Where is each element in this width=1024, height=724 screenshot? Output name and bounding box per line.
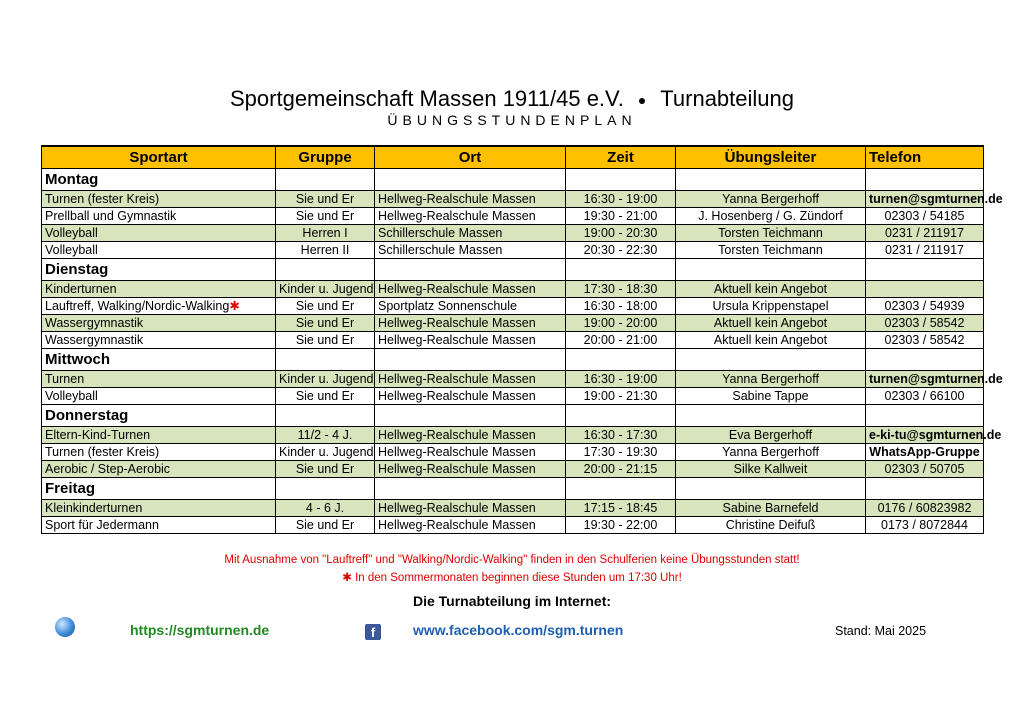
cell-gruppe	[276, 461, 375, 478]
cell-leiter	[676, 517, 866, 534]
sportart-text: Prellball und Gymnastik	[45, 209, 177, 223]
telefon-text: 02303 / 66100	[884, 389, 965, 403]
cell-gruppe	[276, 225, 375, 242]
cell-zeit	[566, 242, 676, 259]
table-row	[42, 242, 984, 259]
gruppe-text: 11/2 - 4 J.	[297, 428, 353, 442]
cell-leiter	[676, 298, 866, 315]
cell-sportart	[42, 281, 276, 298]
department-name: Turnabteilung	[660, 86, 794, 111]
cell-leiter	[676, 225, 866, 242]
ort-text: Hellweg-Realschule Massen	[378, 316, 536, 330]
sportart-text: Wassergymnastik	[45, 333, 144, 347]
page-subtitle: ÜBUNGSSTUNDENPLAN	[387, 112, 637, 128]
day-label: Donnerstag	[42, 405, 276, 427]
zeit-text: 16:30 - 19:00	[583, 372, 658, 386]
asterisk-icon: ✱	[229, 299, 240, 313]
day-empty-cell	[676, 349, 866, 371]
cell-ort	[375, 371, 566, 388]
day-empty-cell	[276, 478, 375, 500]
cell-zeit	[566, 371, 676, 388]
gruppe-text: Herren II	[300, 243, 350, 257]
cell-leiter	[676, 242, 866, 259]
page-title	[0, 86, 1024, 112]
gruppe-text: Kinder u. Jugend	[279, 445, 374, 459]
ort-text: Hellweg-Realschule Massen	[378, 333, 536, 347]
day-empty-cell	[566, 478, 676, 500]
cell-ort	[375, 225, 566, 242]
day-empty-cell	[676, 169, 866, 191]
gruppe-text: Kinder u. Jugend	[279, 282, 374, 296]
col-gruppe: Gruppe	[276, 146, 375, 169]
stand-date: Stand: Mai 2025	[835, 624, 927, 638]
cell-leiter	[676, 461, 866, 478]
leiter-text: Eva Bergerhoff	[728, 428, 813, 442]
cell-leiter	[676, 388, 866, 405]
cell-sportart	[42, 500, 276, 517]
cell-leiter	[676, 281, 866, 298]
ort-text: Hellweg-Realschule Massen	[378, 192, 536, 206]
day-row-montag	[42, 169, 984, 191]
day-row-donnerstag	[42, 405, 984, 427]
sportart-text: Volleyball	[45, 389, 98, 403]
cell-ort	[375, 461, 566, 478]
cell-ort	[375, 388, 566, 405]
leiter-text: Torsten Teichmann	[718, 243, 823, 257]
cell-ort	[375, 242, 566, 259]
telefon-text: 0173 / 8072844	[881, 518, 968, 532]
cell-gruppe	[276, 371, 375, 388]
col-zeit: Zeit	[566, 146, 676, 169]
sportart-text: Eltern-Kind-Turnen	[45, 428, 151, 442]
cell-telefon	[866, 281, 984, 298]
internet-heading: Die Turnabteilung im Internet:	[412, 593, 612, 609]
cell-ort	[375, 315, 566, 332]
zeit-text: 17:15 - 18:45	[583, 501, 658, 515]
zeit-text: 19:00 - 20:00	[583, 316, 658, 330]
sportart-text: Kleinkinderturnen	[45, 501, 143, 515]
cell-zeit	[566, 191, 676, 208]
day-empty-cell	[676, 259, 866, 281]
leiter-text: Yanna Bergerhoff	[722, 192, 819, 206]
day-empty-cell	[676, 478, 866, 500]
gruppe-text: Sie und Er	[295, 389, 355, 403]
cell-gruppe	[276, 315, 375, 332]
telefon-text: 02303 / 54939	[884, 299, 965, 313]
gruppe-text: Sie und Er	[295, 333, 355, 347]
cell-sportart	[42, 298, 276, 315]
cell-gruppe	[276, 332, 375, 349]
ort-text: Hellweg-Realschule Massen	[378, 372, 536, 386]
cell-leiter	[676, 427, 866, 444]
gruppe-text: Sie und Er	[295, 299, 355, 313]
cell-sportart	[42, 242, 276, 259]
cell-leiter	[676, 371, 866, 388]
day-row-freitag	[42, 478, 984, 500]
cell-telefon	[866, 191, 1003, 208]
cell-gruppe	[276, 298, 375, 315]
table-row	[42, 371, 984, 388]
cell-zeit	[566, 298, 676, 315]
sportart-text: Kinderturnen	[45, 282, 117, 296]
ort-text: Hellweg-Realschule Massen	[378, 389, 536, 403]
sportart-text: Volleyball	[45, 243, 98, 257]
day-label: Freitag	[42, 478, 276, 500]
gruppe-text: Sie und Er	[295, 462, 355, 476]
telefon-text: 0176 / 60823982	[877, 501, 972, 515]
leiter-text: Ursula Krippenstapel	[712, 299, 829, 313]
cell-leiter	[676, 500, 866, 517]
day-label: Mittwoch	[42, 349, 276, 371]
table-row	[42, 298, 984, 315]
day-row-dienstag	[42, 259, 984, 281]
table-row	[42, 461, 984, 478]
day-empty-cell	[375, 478, 566, 500]
cell-ort	[375, 332, 566, 349]
table-row	[42, 500, 984, 517]
ort-text: Hellweg-Realschule Massen	[378, 445, 536, 459]
cell-telefon	[866, 388, 984, 405]
cell-telefon	[866, 500, 984, 517]
day-empty-cell	[566, 169, 676, 191]
facebook-icon: f	[365, 624, 381, 640]
table-row	[42, 332, 984, 349]
cell-ort	[375, 517, 566, 534]
cell-zeit	[566, 315, 676, 332]
cell-sportart	[42, 225, 276, 242]
day-label: Montag	[42, 169, 276, 191]
cell-zeit	[566, 388, 676, 405]
day-empty-cell	[375, 405, 566, 427]
cell-telefon	[866, 461, 984, 478]
cell-telefon	[866, 315, 984, 332]
sportart-text: Aerobic / Step-Aerobic	[45, 462, 171, 476]
cell-gruppe	[276, 500, 375, 517]
cell-zeit	[566, 208, 676, 225]
cell-telefon	[866, 444, 984, 461]
zeit-text: 16:30 - 19:00	[583, 192, 658, 206]
gruppe-text: Sie und Er	[295, 316, 355, 330]
cell-sportart	[42, 461, 276, 478]
cell-zeit	[566, 225, 676, 242]
telefon-text: e-ki-tu@sgmturnen.de	[869, 428, 1002, 442]
day-empty-cell	[866, 259, 984, 281]
day-empty-cell	[375, 259, 566, 281]
schedule-body	[42, 169, 1003, 534]
leiter-text: J. Hosenberg / G. Zündorf	[698, 209, 843, 223]
cell-sportart	[42, 208, 276, 225]
telefon-text: 0231 / 211917	[884, 226, 964, 240]
table-row	[42, 208, 984, 225]
zeit-text: 19:00 - 20:30	[583, 226, 658, 240]
cell-ort	[375, 191, 566, 208]
cell-telefon	[866, 225, 984, 242]
sportart-text: Volleyball	[45, 226, 98, 240]
cell-leiter	[676, 315, 866, 332]
cell-gruppe	[276, 191, 375, 208]
day-empty-cell	[866, 349, 984, 371]
day-empty-cell	[676, 405, 866, 427]
holiday-note: Mit Ausnahme von "Lauftreff" und "Walking/Nordic-Walking" finden in den Schulferien keine Übungsstunden statt!	[224, 554, 800, 566]
website-link[interactable]: https://sgmturnen.de	[130, 622, 270, 638]
zeit-text: 19:00 - 21:30	[583, 389, 658, 403]
leiter-text: Silke Kallweit	[733, 462, 808, 476]
day-empty-cell	[375, 169, 566, 191]
table-row	[42, 388, 984, 405]
cell-zeit	[566, 500, 676, 517]
summer-note	[0, 570, 1024, 584]
day-label: Dienstag	[42, 259, 276, 281]
cell-gruppe	[276, 517, 375, 534]
day-empty-cell	[866, 169, 984, 191]
zeit-text: 17:30 - 19:30	[583, 445, 658, 459]
cell-gruppe	[276, 427, 375, 444]
zeit-text: 16:30 - 18:00	[583, 299, 658, 313]
leiter-text: Yanna Bergerhoff	[722, 372, 819, 386]
cell-telefon	[866, 332, 984, 349]
col-ort: Ort	[375, 146, 566, 169]
facebook-link[interactable]: www.facebook.com/sgm.turnen	[413, 622, 624, 638]
table-row	[42, 427, 984, 444]
cell-leiter	[676, 444, 866, 461]
sportart-text: Lauftreff, Walking/Nordic-Walking	[45, 299, 230, 313]
cell-sportart	[42, 444, 276, 461]
day-empty-cell	[566, 349, 676, 371]
day-empty-cell	[566, 405, 676, 427]
cell-gruppe	[276, 281, 375, 298]
table-row	[42, 517, 984, 534]
cell-leiter	[676, 208, 866, 225]
telefon-text: WhatsApp-Gruppe	[869, 445, 980, 459]
cell-sportart	[42, 371, 276, 388]
leiter-text: Aktuell kein Angebot	[713, 282, 828, 296]
leiter-text: Aktuell kein Angebot	[713, 316, 828, 330]
zeit-text: 17:30 - 18:30	[583, 282, 658, 296]
gruppe-text: Herren I	[302, 226, 348, 240]
gruppe-text: Sie und Er	[295, 209, 355, 223]
table-row	[42, 191, 984, 208]
telefon-text: 02303 / 58542	[884, 333, 965, 347]
col-uebungsleiter: Übungsleiter	[676, 146, 866, 169]
zeit-text: 20:00 - 21:15	[583, 462, 658, 476]
cell-zeit	[566, 461, 676, 478]
cell-telefon	[866, 298, 984, 315]
telefon-text: 02303 / 58542	[884, 316, 965, 330]
cell-sportart	[42, 517, 276, 534]
day-row-mittwoch	[42, 349, 984, 371]
gruppe-text: Sie und Er	[295, 192, 355, 206]
cell-sportart	[42, 332, 276, 349]
telefon-text: 02303 / 50705	[884, 462, 965, 476]
gruppe-text: Sie und Er	[295, 518, 355, 532]
ort-text: Sportplatz Sonnenschule	[378, 299, 517, 313]
table-row	[42, 315, 984, 332]
telefon-text: 02303 / 54185	[884, 209, 965, 223]
cell-gruppe	[276, 444, 375, 461]
zeit-text: 19:30 - 22:00	[583, 518, 658, 532]
cell-zeit	[566, 517, 676, 534]
day-empty-cell	[866, 405, 984, 427]
telefon-text: turnen@sgmturnen.de	[869, 192, 1003, 206]
leiter-text: Yanna Bergerhoff	[722, 445, 819, 459]
cell-ort	[375, 298, 566, 315]
cell-zeit	[566, 281, 676, 298]
leiter-text: Sabine Barnefeld	[722, 501, 819, 515]
ort-text: Schillerschule Massen	[378, 243, 503, 257]
cell-sportart	[42, 315, 276, 332]
zeit-text: 20:30 - 22:30	[583, 243, 658, 257]
cell-telefon	[866, 427, 1002, 444]
gruppe-text: Kinder u. Jugend	[279, 372, 374, 386]
sportart-text: Sport für Jedermann	[45, 518, 159, 532]
globe-icon	[55, 617, 75, 637]
leiter-text: Sabine Tappe	[732, 389, 809, 403]
note-star: ✱	[342, 572, 352, 584]
cell-telefon	[866, 517, 984, 534]
col-sportart: Sportart	[42, 146, 276, 169]
schedule-table	[41, 145, 1003, 534]
leiter-text: Aktuell kein Angebot	[713, 333, 828, 347]
table-row	[42, 281, 984, 298]
day-empty-cell	[566, 259, 676, 281]
title-bullet: ●	[637, 92, 647, 109]
cell-zeit	[566, 427, 676, 444]
gruppe-text: 4 - 6 J.	[305, 501, 345, 515]
cell-telefon	[866, 371, 1003, 388]
day-empty-cell	[276, 405, 375, 427]
zeit-text: 16:30 - 17:30	[583, 428, 658, 442]
cell-telefon	[866, 208, 984, 225]
day-empty-cell	[276, 169, 375, 191]
summer-note-text: In den Sommermonaten beginnen diese Stunden um 17:30 Uhr!	[355, 572, 682, 584]
cell-telefon	[866, 242, 984, 259]
day-empty-cell	[866, 478, 984, 500]
sportart-text: Turnen (fester Kreis)	[45, 192, 160, 206]
ort-text: Hellweg-Realschule Massen	[378, 282, 536, 296]
sportart-text: Turnen (fester Kreis)	[45, 445, 160, 459]
sportart-text: Wassergymnastik	[45, 316, 144, 330]
cell-ort	[375, 208, 566, 225]
cell-ort	[375, 500, 566, 517]
cell-ort	[375, 427, 566, 444]
col-telefon: Telefon	[866, 146, 984, 169]
cell-ort	[375, 444, 566, 461]
zeit-text: 20:00 - 21:00	[583, 333, 658, 347]
cell-zeit	[566, 332, 676, 349]
day-empty-cell	[375, 349, 566, 371]
cell-leiter	[676, 332, 866, 349]
cell-sportart	[42, 191, 276, 208]
cell-zeit	[566, 444, 676, 461]
cell-gruppe	[276, 388, 375, 405]
ort-text: Hellweg-Realschule Massen	[378, 462, 536, 476]
club-name: Sportgemeinschaft Massen 1911/45 e.V.	[230, 86, 624, 111]
cell-ort	[375, 281, 566, 298]
zeit-text: 19:30 - 21:00	[583, 209, 658, 223]
cell-leiter	[676, 191, 866, 208]
table-header-row	[42, 146, 984, 169]
cell-gruppe	[276, 242, 375, 259]
day-empty-cell	[276, 349, 375, 371]
ort-text: Hellweg-Realschule Massen	[378, 518, 536, 532]
cell-gruppe	[276, 208, 375, 225]
leiter-text: Christine Deifuß	[725, 518, 816, 532]
cell-sportart	[42, 427, 276, 444]
sportart-text: Turnen	[45, 372, 85, 386]
ort-text: Hellweg-Realschule Massen	[378, 501, 536, 515]
telefon-text: turnen@sgmturnen.de	[869, 372, 1003, 386]
cell-sportart	[42, 388, 276, 405]
day-empty-cell	[276, 259, 375, 281]
telefon-text: 0231 / 211917	[884, 243, 964, 257]
leiter-text: Torsten Teichmann	[718, 226, 823, 240]
ort-text: Schillerschule Massen	[378, 226, 503, 240]
table-row	[42, 444, 984, 461]
table-row	[42, 225, 984, 242]
ort-text: Hellweg-Realschule Massen	[378, 209, 536, 223]
ort-text: Hellweg-Realschule Massen	[378, 428, 536, 442]
